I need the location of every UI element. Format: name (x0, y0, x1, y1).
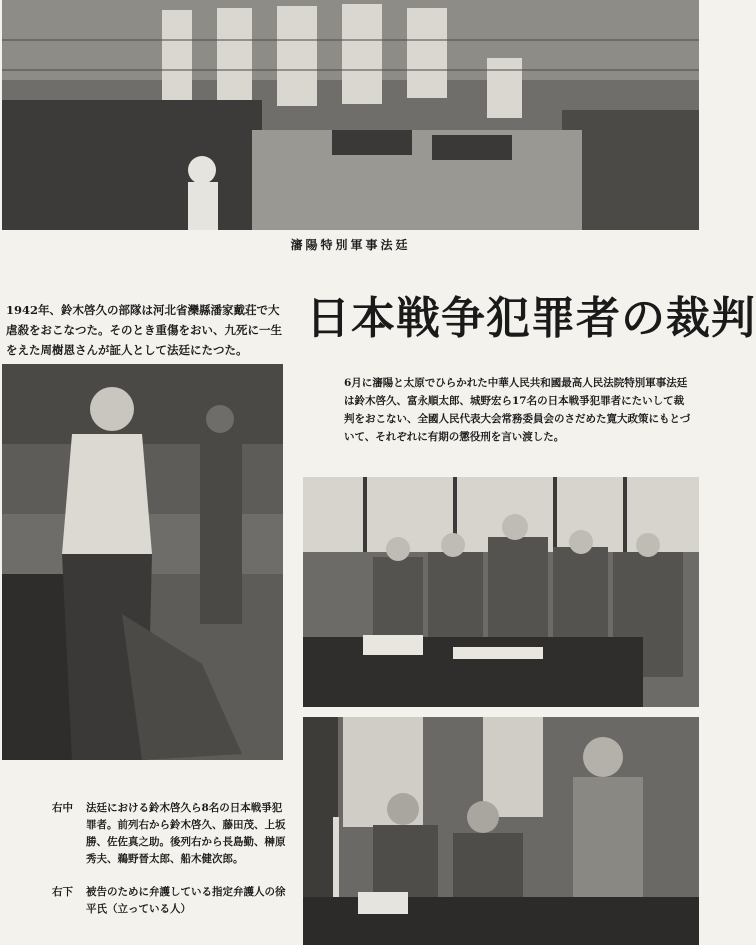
top-photo-caption: 瀋陽特別軍事法廷 (290, 238, 411, 252)
caption-label: 右下 (52, 886, 73, 898)
caption-right-middle (52, 800, 290, 868)
lead-text: 6月に瀋陽と太原でひらかれた中華人民共和國最高人民法院特別軍事法廷は鈴木啓久、富永順太郎、城野宏ら17名の日本戦爭犯罪者にたいして裁判をおこない、全國人民代表大会常務委員会のさだめた寛大政策にもとづいて、それぞれに有期の懲役刑を言い渡した。 (344, 377, 691, 443)
article-title: 日本戦争犯罪者の裁判 (306, 293, 756, 344)
caption-label: 右中 (52, 802, 73, 814)
defendants-photo (303, 477, 699, 707)
caption-right-bottom (52, 884, 290, 918)
caption-text: 被告のために弁護している指定弁護人の徐平氏（立っている人） (86, 886, 286, 915)
witness-photo (2, 364, 283, 760)
courtroom-photo (2, 0, 699, 230)
defense-lawyer-photo (303, 717, 699, 945)
intro-text: 1942年、鈴木啓久の部隊は河北省灤縣潘家戴荘で大虐殺をおこなつた。そのとき重傷をおい、九死に一生をえた周樹恩さんが証人として法廷にたつた。 (6, 303, 282, 357)
caption-text: 法廷における鈴木啓久ら8名の日本戦爭犯罪者。前列右から鈴木啓久、藤田茂、上坂勝、佐佐真之助。後列右から長島勤、榊原秀夫、鵜野晉太郎、船木健次郎。 (86, 802, 286, 865)
